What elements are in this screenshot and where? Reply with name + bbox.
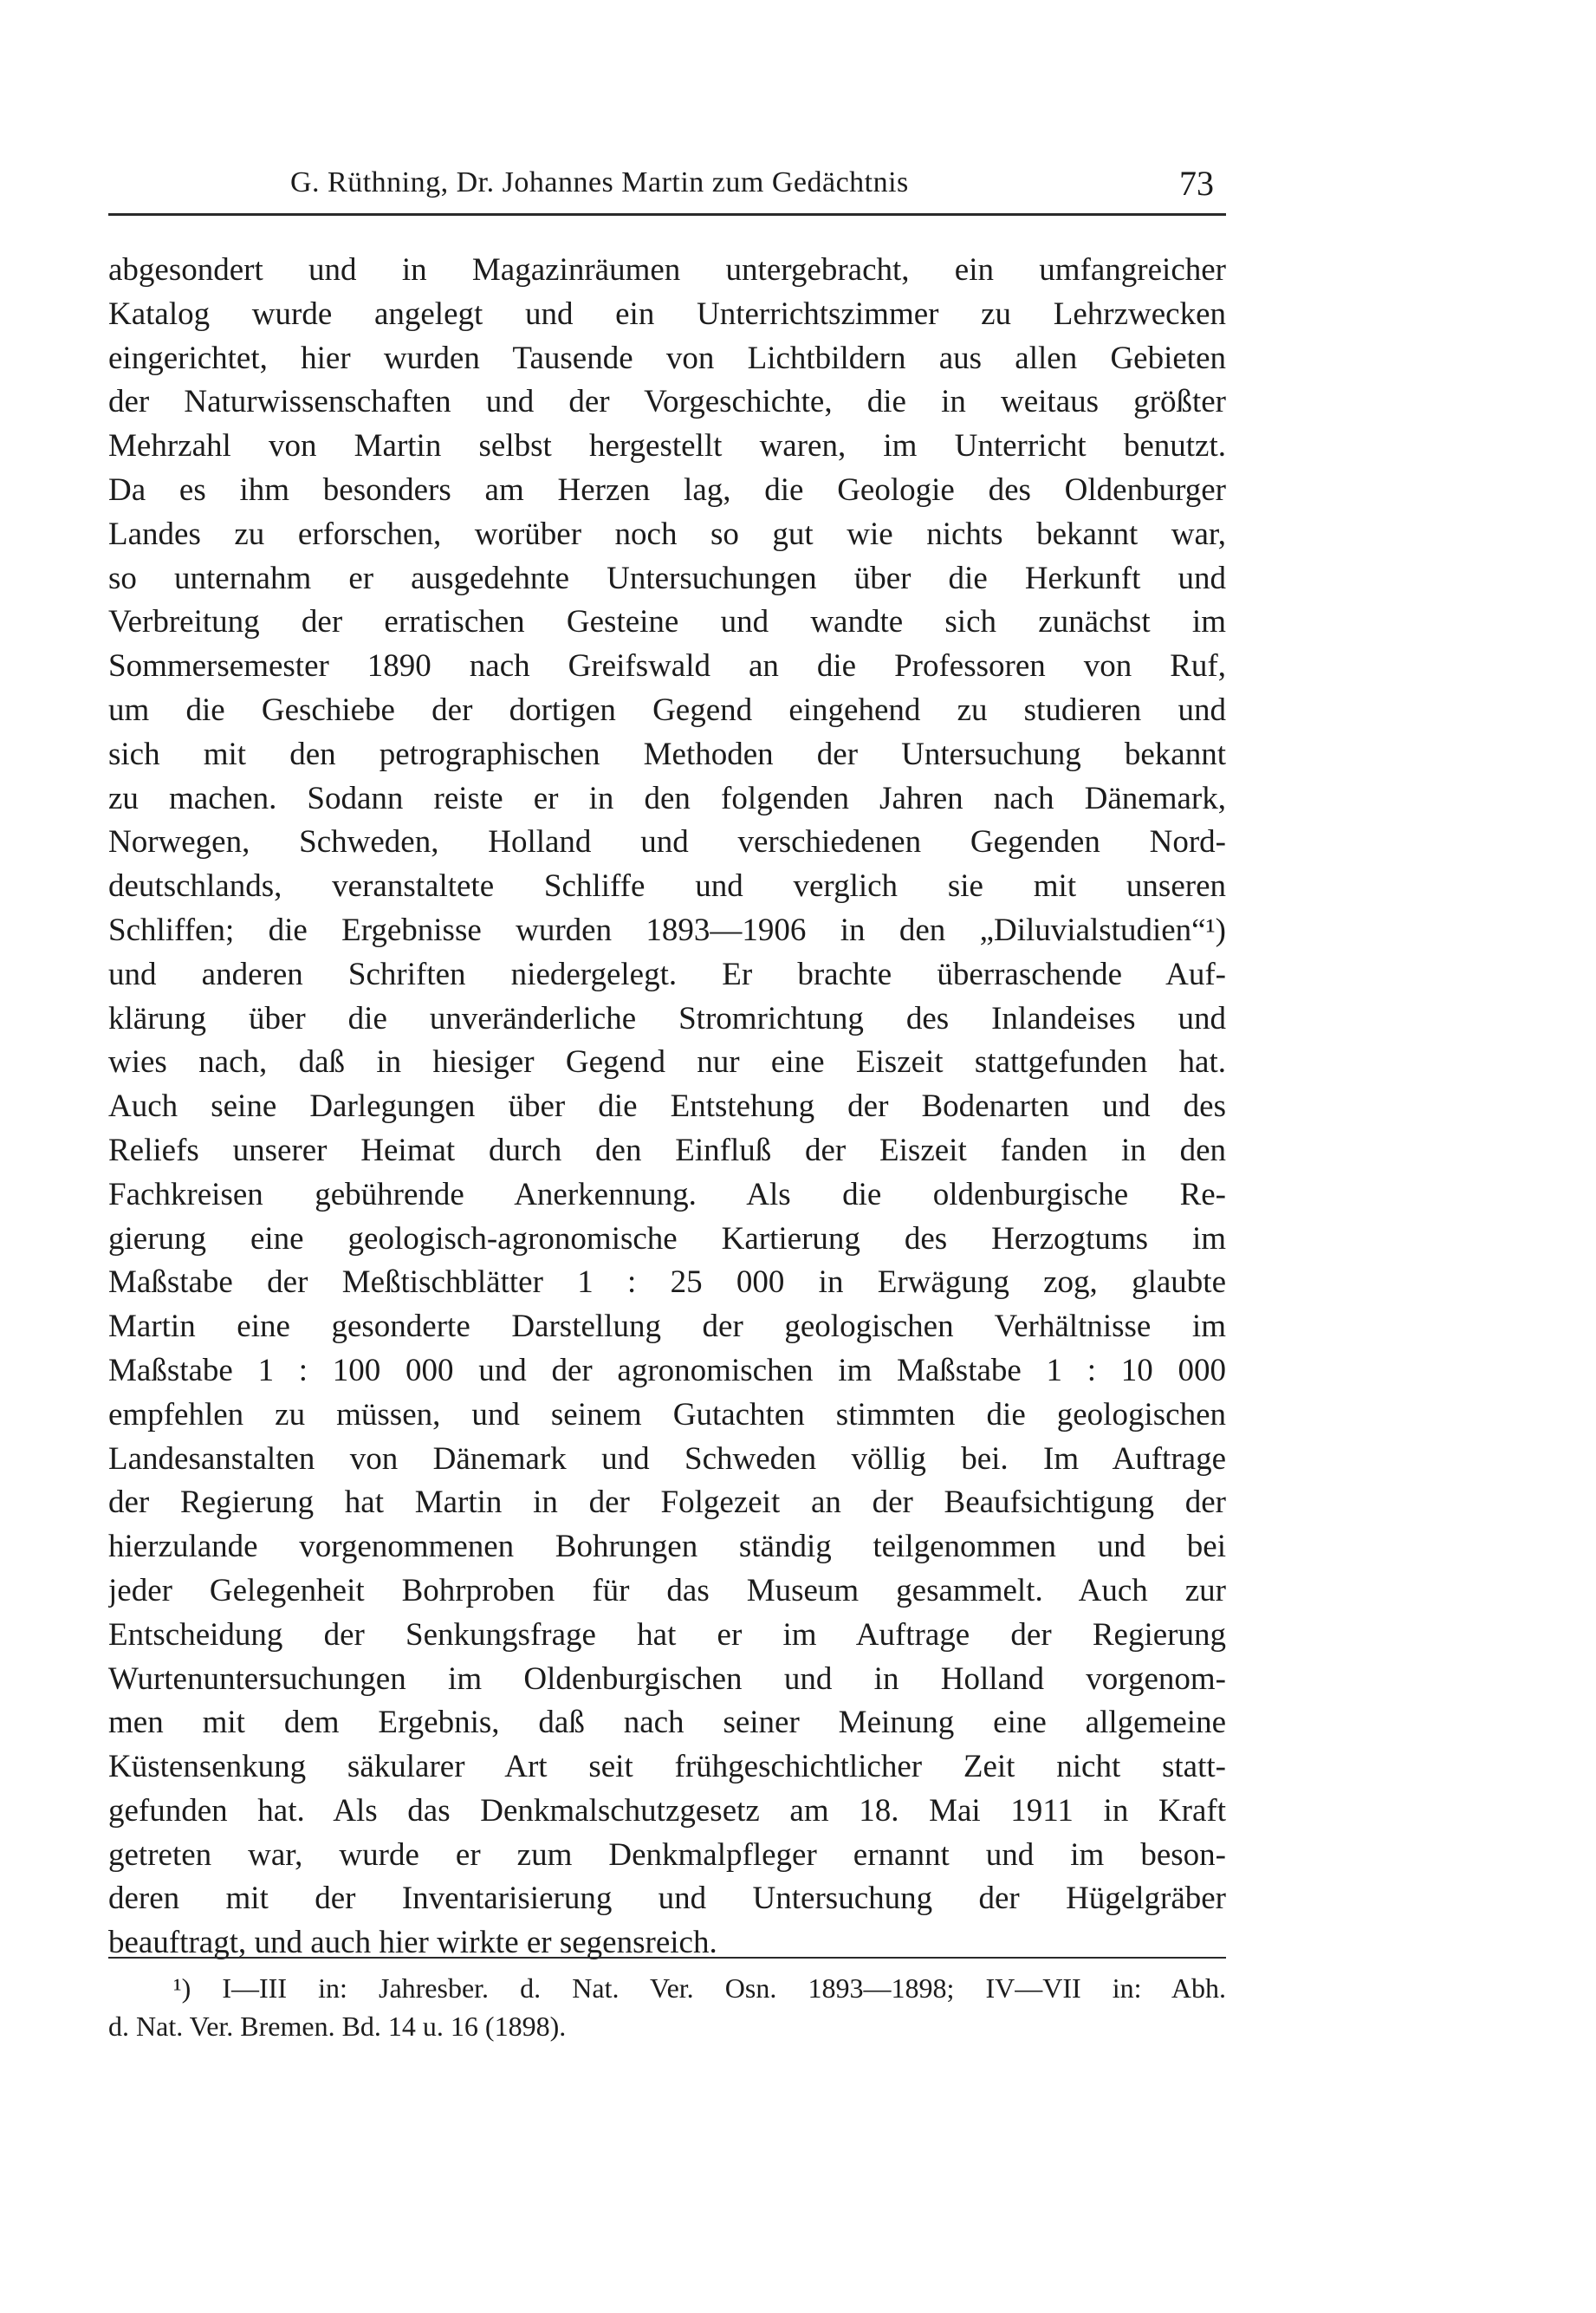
text-line: Wurtenuntersuchungen im Oldenburgischen und in Holland vorgenom- [108,1660,1226,1697]
text-line: deutschlands, veranstaltete Schliffe und verglich sie mit unseren [108,868,1226,905]
text-line: wies nach, daß in hiesiger Gegend nur eine Eiszeit stattgefunden hat. [108,1044,1226,1081]
text-line: Entscheidung der Senkungsfrage hat er im Auftrage der Regierung [108,1616,1226,1653]
running-header [108,163,1226,216]
text-line: getreten war, wurde er zum Denkmalpfleger ernannt und im beson- [108,1836,1226,1873]
text-line: zu machen. Sodann reiste er in den folgenden Jahren nach Dänemark, [108,780,1226,816]
text-line: Maßstabe der Meßtischblätter 1 : 25 000 in Erwägung zog, glaubte [108,1264,1226,1301]
text-line: Auch seine Darlegungen über die Entstehung der Bodenarten und des [108,1088,1226,1125]
text-line: Küstensenkung säkularer Art seit frühgeschichtlicher Zeit nicht statt- [108,1749,1226,1785]
text-line: beauftragt, und auch hier wirkte er segensreich. [108,1925,717,1961]
text-line: eingerichtet, hier wurden Tausende von Lichtbildern aus allen Gebieten [108,340,1226,376]
text-line: Landesanstalten von Dänemark und Schweden völlig bei. Im Auftrage [108,1440,1226,1477]
text-line: gefunden hat. Als das Denkmalschutzgesetz am 18. Mai 1911 in Kraft [108,1792,1226,1829]
text-line: klärung über die unveränderliche Stromrichtung des Inlandeises und [108,1000,1226,1036]
text-line: hierzulande vorgenommenen Bohrungen ständig teilgenommen und bei [108,1529,1226,1565]
text-line: Fachkreisen gebührende Anerkennung. Als die oldenburgische Re- [108,1176,1226,1212]
text-line: Mehrzahl von Martin selbst hergestellt waren, im Unterricht benutzt. [108,428,1226,465]
text-line: der Naturwissenschaften und der Vorgeschichte, die in weitaus größter [108,384,1226,420]
footnote-line: ¹) I—III in: Jahresber. d. Nat. Ver. Osn. 1893—1898; IV—VII in: Abh. [173,1972,1226,2004]
text-line: Maßstabe 1 : 100 000 und der agronomischen im Maßstabe 1 : 10 000 [108,1352,1226,1388]
text-line: men mit dem Ergebnis, daß nach seiner Meinung eine allgemeine [108,1705,1226,1741]
text-line: jeder Gelegenheit Bohrproben für das Museum gesammelt. Auch zur [108,1572,1226,1608]
body-text [108,249,1226,1965]
text-line: deren mit der Inventarisierung und Untersuchung der Hügelgräber [108,1881,1226,1917]
text-line: Norwegen, Schweden, Holland und verschiedenen Gegenden Nord- [108,824,1226,861]
text-line: Da es ihm besonders am Herzen lag, die Geologie des Oldenburger [108,471,1226,508]
text-line: um die Geschiebe der dortigen Gegend eingehend zu studieren und [108,692,1226,728]
footnotes [108,1969,1226,2045]
text-line: Sommersemester 1890 nach Greifswald an die Professoren von Ruf, [108,648,1226,685]
text-line: sich mit den petrographischen Methoden der Untersuchung bekannt [108,736,1226,772]
text-line: Reliefs unserer Heimat durch den Einfluß der Eiszeit fanden in den [108,1132,1226,1168]
text-line: Martin eine gesonderte Darstellung der geologischen Verhältnisse im [108,1309,1226,1345]
text-line: Verbreitung der erratischen Gesteine und wandte sich zunächst im [108,604,1226,640]
text-line: so unternahm er ausgedehnte Untersuchungen über die Herkunft und [108,560,1226,596]
text-line: Schliffen; die Ergebnisse wurden 1893—1906 in den „Diluvialstudien“¹) [108,912,1226,948]
footnote-line: d. Nat. Ver. Bremen. Bd. 14 u. 16 (1898). [108,2011,567,2042]
running-title: G. Rüthning, Dr. Johannes Martin zum Gedächtnis [290,166,909,198]
text-line: der Regierung hat Martin in der Folgezeit an der Beaufsichtigung der [108,1485,1226,1521]
text-line: Landes zu erforschen, worüber noch so gut wie nichts bekannt war, [108,516,1226,552]
text-line: Katalog wurde angelegt und ein Unterrichtszimmer zu Lehrzwecken [108,296,1226,332]
text-line: abgesondert und in Magazinräumen untergebracht, ein umfangreicher [108,252,1226,288]
footnote-divider [108,1957,1226,1959]
text-line: gierung eine geologisch-agronomische Kartierung des Herzogtums im [108,1220,1226,1257]
text-line: empfehlen zu müssen, und seinem Gutachten stimmten die geologischen [108,1396,1226,1433]
text-line: und anderen Schriften niedergelegt. Er brachte überraschende Auf- [108,956,1226,992]
page-number: 73 [1179,164,1214,203]
